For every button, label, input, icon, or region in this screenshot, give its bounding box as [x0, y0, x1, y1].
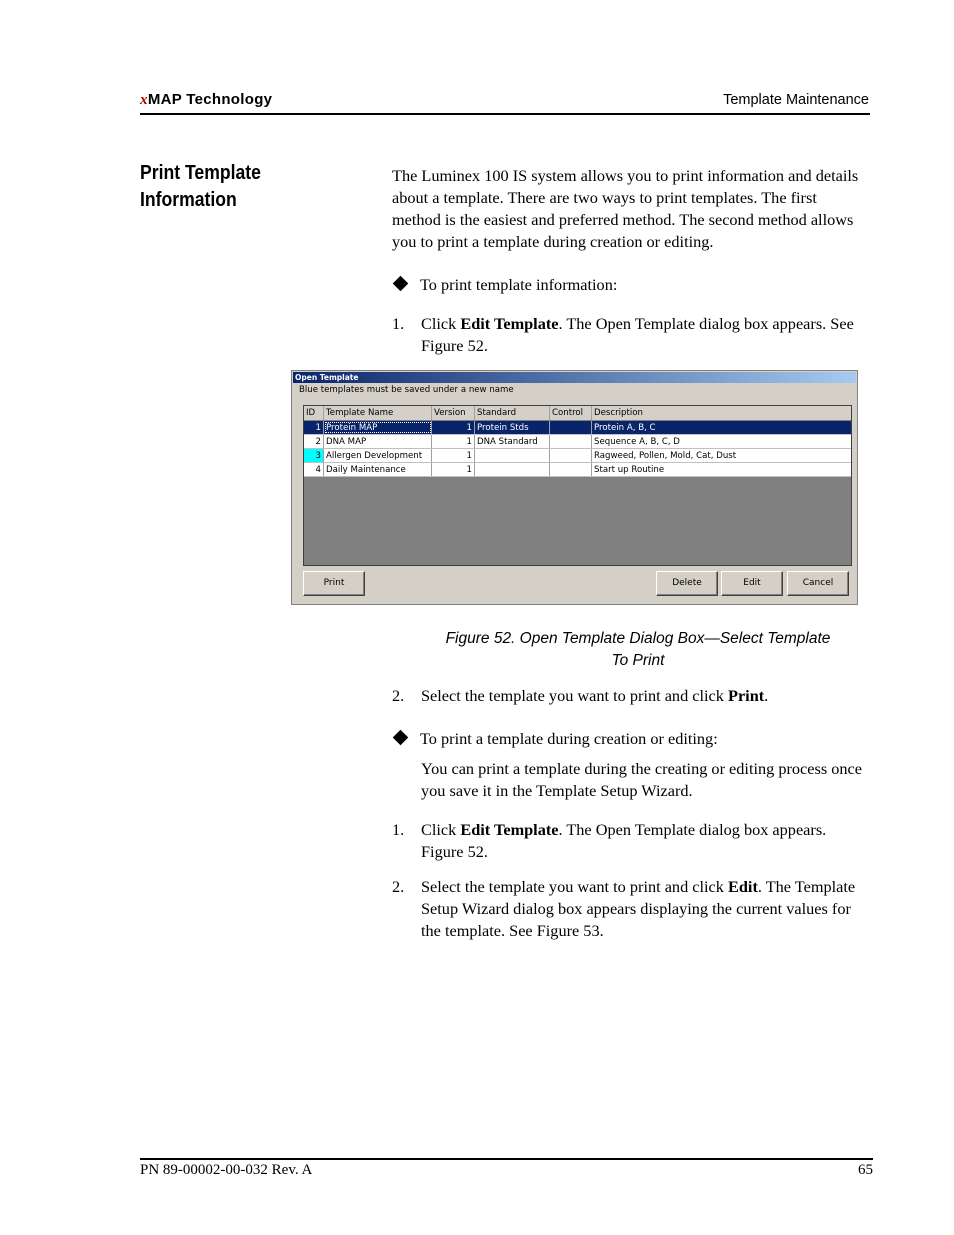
col-standard[interactable]: Standard — [475, 406, 550, 420]
table-row[interactable] — [304, 421, 851, 435]
print-button[interactable]: Print — [303, 571, 365, 596]
cell-standard: DNA Standard — [475, 435, 550, 448]
delete-button[interactable]: Delete — [656, 571, 718, 596]
diamond-bullet-icon — [393, 276, 409, 292]
step-1-click-edit — [392, 313, 868, 357]
section-title: Print Template Information — [140, 162, 261, 211]
col-id[interactable]: ID — [304, 406, 324, 420]
step-text: Click Edit Template. The Open Template dialog box appears. See Figure 52. — [421, 314, 854, 355]
header-section: Template Maintenance — [723, 92, 869, 108]
cell-description: Ragweed, Pollen, Mold, Cat, Dust — [594, 451, 737, 461]
cell-control — [550, 435, 592, 448]
step-text: Click Edit Template. The Open Template dialog box appears. Figure 52. — [421, 820, 827, 861]
cell-id: 2 — [304, 435, 324, 448]
edit-button[interactable]: Edit — [721, 571, 783, 596]
footer-page-number: 65 — [858, 1162, 873, 1178]
bullet-text: To print template information: — [420, 275, 618, 294]
intro-paragraph: The Luminex 100 IS system allows you to print information and details about a template. There are two ways to print templates. The first method is the easiest and preferred method. The second method allows you to print a template during creation or editing. — [392, 166, 859, 251]
step-text: Select the template you want to print and click Edit. The Template Setup Wizard dialog box appears displaying the current values for the template. See Figure 53. — [421, 877, 856, 940]
cell-name: Protein MAP — [324, 421, 432, 434]
col-template-name[interactable]: Template Name — [324, 406, 432, 420]
cell-description: Start up Routine — [594, 465, 665, 475]
bullet-text: To print a template during creation or editing: — [420, 729, 718, 748]
cancel-button[interactable]: Cancel — [787, 571, 849, 596]
cell-control — [550, 449, 592, 462]
step-text: Select the template you want to print and click Print. — [421, 686, 769, 705]
table-row[interactable] — [304, 435, 851, 449]
caption-line-2: To Print — [611, 652, 665, 669]
cell-control — [550, 421, 592, 434]
step-2-select-print — [392, 685, 868, 707]
cell-version: 1 — [432, 449, 475, 462]
cell-description: Sequence A, B, C, D — [594, 437, 680, 447]
dialog-title: Open Template — [293, 372, 856, 383]
cell-version: 1 — [432, 463, 475, 476]
cell-standard — [475, 449, 550, 462]
cell-standard: Protein Stds — [475, 421, 550, 434]
cell-id: 4 — [304, 463, 324, 476]
cell-description: Protein A, B, C — [594, 423, 656, 433]
step-number: 1. — [392, 314, 405, 333]
step-1-click-edit-template — [392, 819, 868, 863]
edit-paragraph: You can print a template during the creating or editing process once you save it in the Template Setup Wizard. — [421, 759, 862, 800]
table-row[interactable] — [304, 463, 851, 477]
col-control[interactable]: Control — [550, 406, 592, 420]
cell-name: DNA MAP — [324, 435, 432, 448]
step-number: 2. — [392, 686, 405, 705]
table-row[interactable] — [304, 449, 851, 463]
col-version[interactable]: Version — [432, 406, 475, 420]
cell-version: 1 — [432, 435, 475, 448]
cell-version: 1 — [432, 421, 475, 434]
brand-name: MAP Technology — [147, 91, 273, 108]
bullet-print-info — [392, 274, 617, 296]
brand-x: x — [140, 92, 148, 108]
header-brand — [140, 91, 272, 109]
cell-name: Allergen Development — [324, 449, 432, 462]
step-2-select-edit — [392, 876, 868, 942]
footer-part-number: PN 89-00002-00-032 Rev. A — [140, 1162, 313, 1178]
cell-standard — [475, 463, 550, 476]
footer-rule — [140, 1158, 873, 1160]
diamond-bullet-icon — [393, 730, 409, 746]
caption-line-1: Figure 52. Open Template Dialog Box—Select Template — [445, 630, 831, 647]
step-number: 2. — [392, 877, 405, 896]
step-number: 1. — [392, 820, 405, 839]
grid-header — [304, 406, 851, 421]
cell-name: Daily Maintenance — [324, 463, 432, 476]
dialog-note: Blue templates must be saved under a new name — [299, 385, 514, 395]
cell-control — [550, 463, 592, 476]
col-description[interactable]: Description — [594, 408, 643, 418]
open-template-dialog — [291, 370, 858, 605]
template-grid[interactable] — [303, 405, 852, 566]
cell-id: 1 — [304, 421, 324, 434]
cell-id: 3 — [304, 449, 324, 462]
figure-caption — [392, 628, 884, 672]
header-rule — [140, 113, 870, 115]
bullet-print-during-edit — [392, 728, 718, 750]
